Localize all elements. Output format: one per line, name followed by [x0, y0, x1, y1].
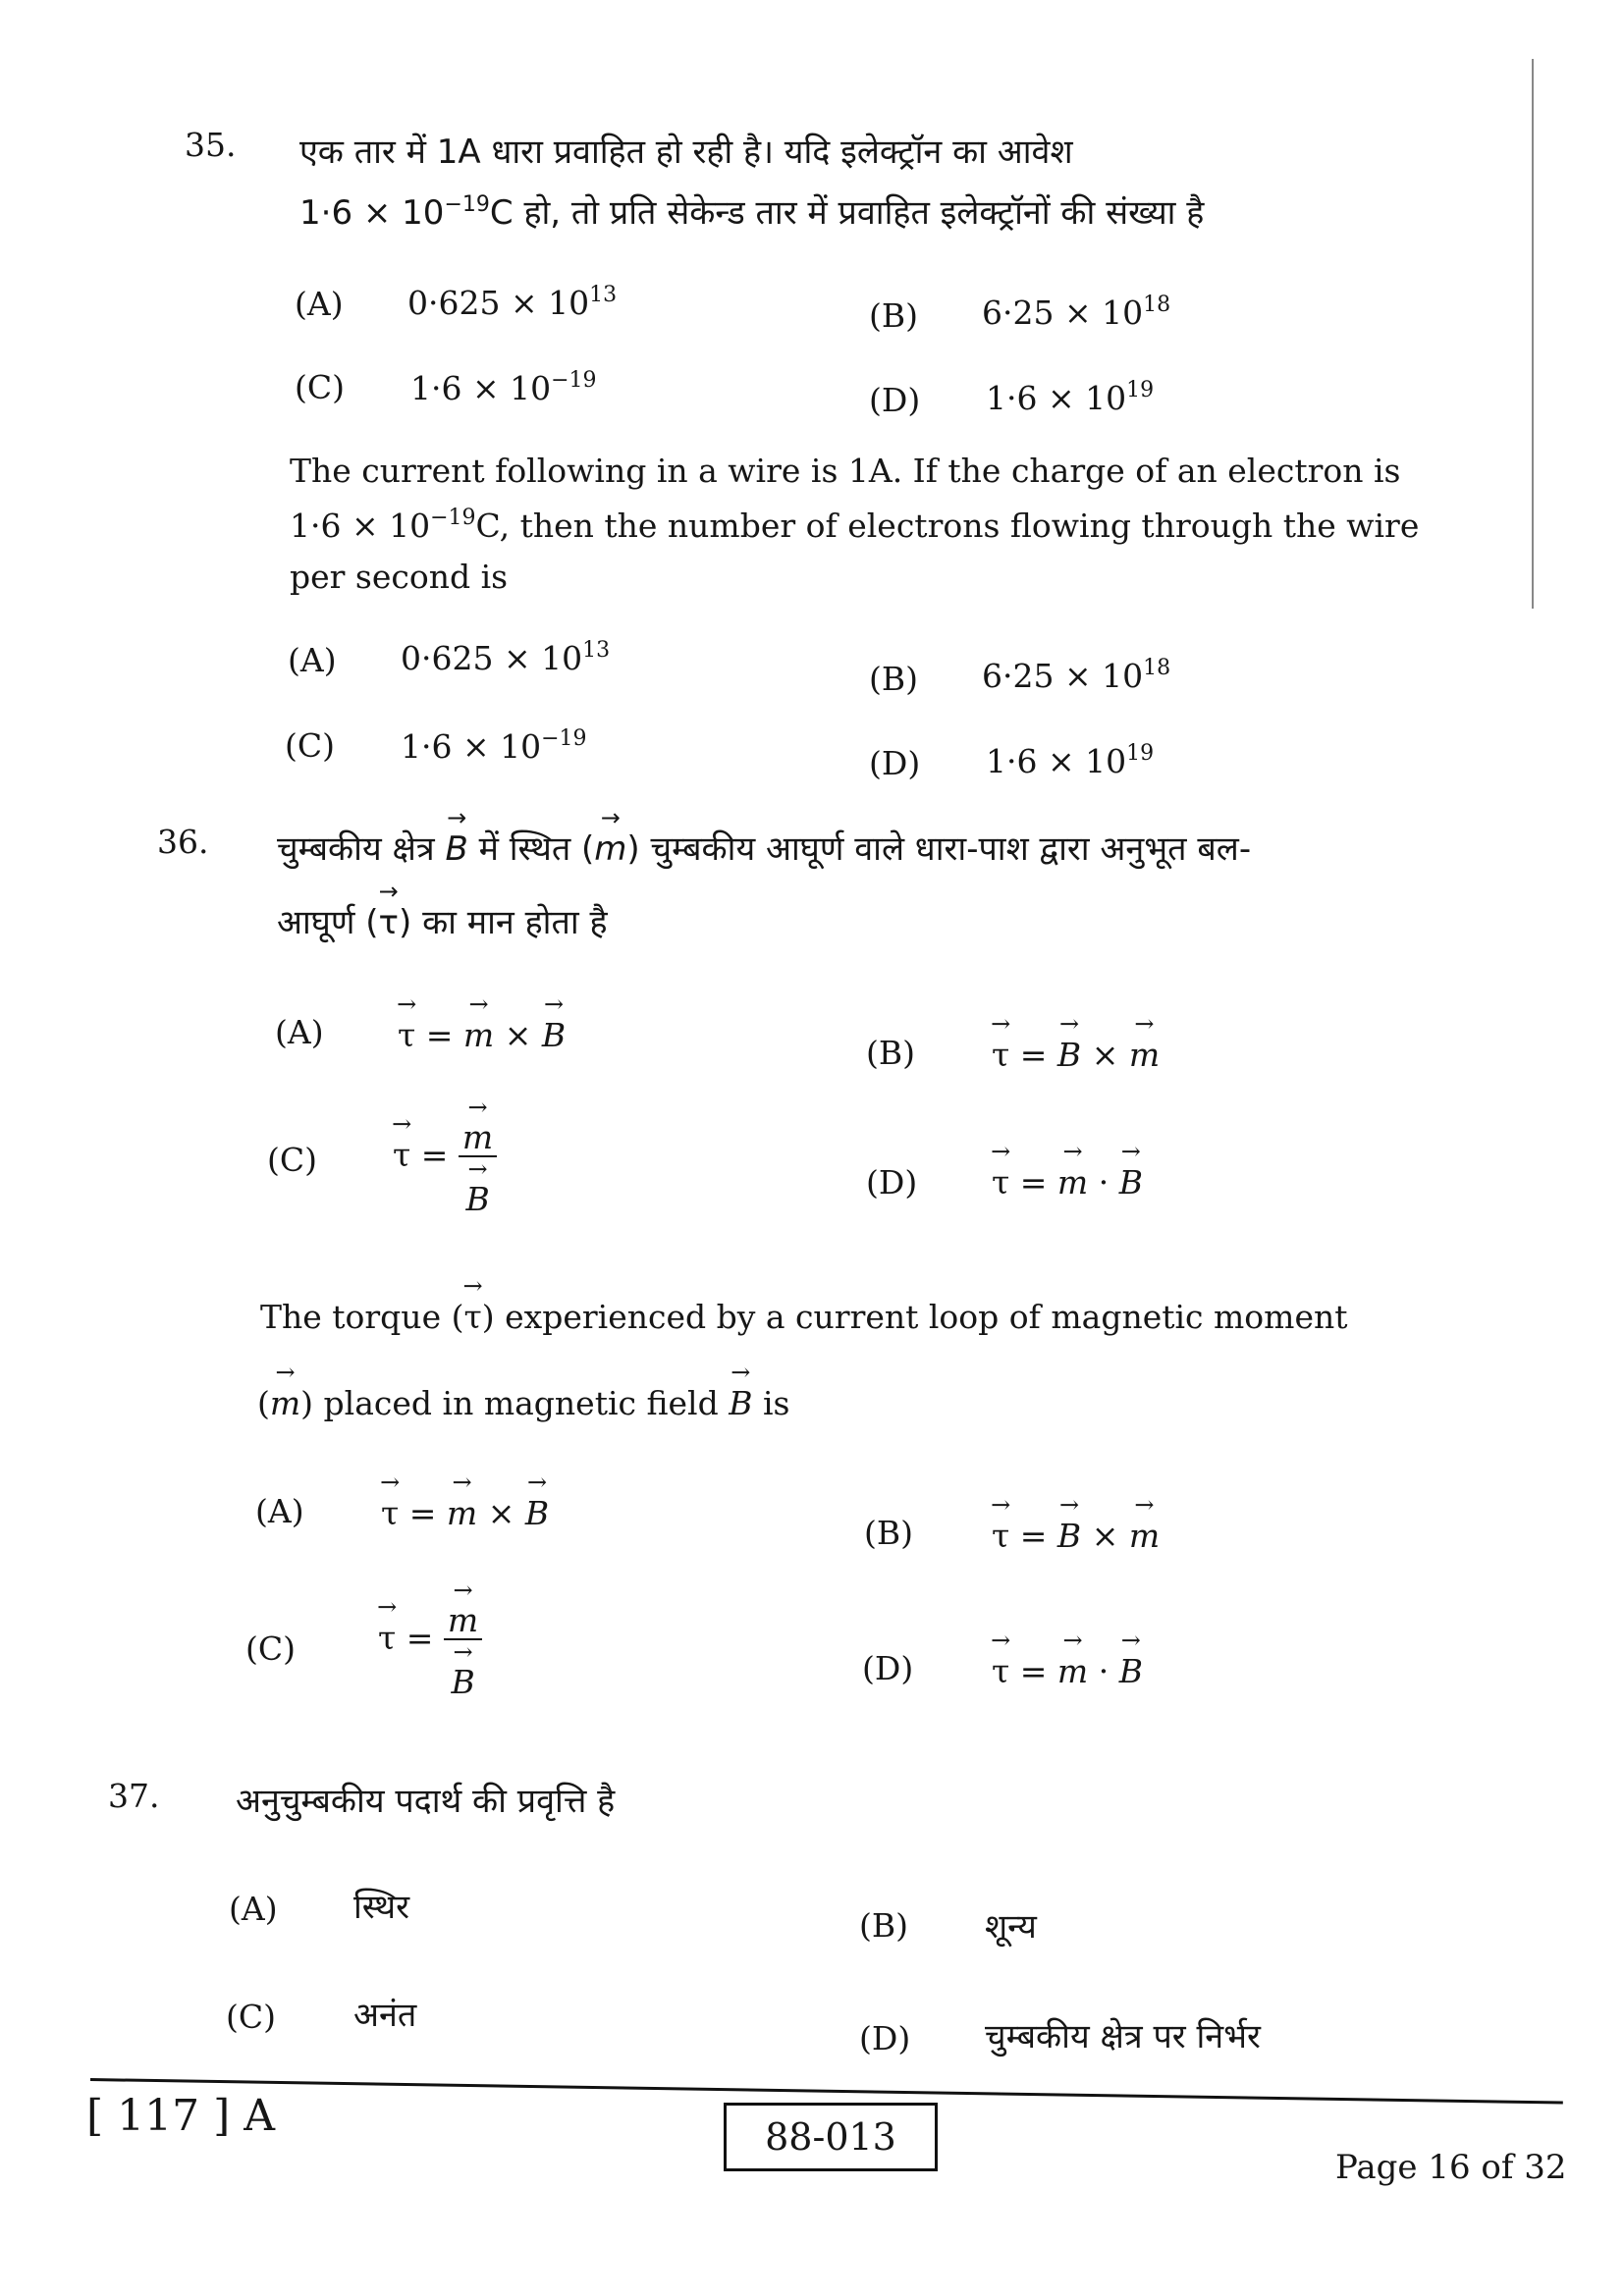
option-label: (C)	[267, 1141, 317, 1179]
question-35-hindi-line1: एक तार में 1A धारा प्रवाहित हो रही है। यदि इलेक्ट्रॉन का आवेश	[299, 133, 1073, 172]
footer-paper-code: [ 117 ] A	[86, 2091, 276, 2141]
option-label: (A)	[288, 641, 337, 679]
value-base: 0·625 × 10	[407, 284, 590, 322]
vector-m: → m	[447, 1494, 477, 1532]
paren: (	[581, 829, 595, 869]
option-label: (A)	[275, 1013, 324, 1051]
value-exp: 18	[1143, 656, 1171, 680]
option-value	[986, 741, 1154, 780]
option-value	[401, 726, 587, 766]
vector-m: → m	[463, 1016, 494, 1054]
cross: ×	[487, 1494, 515, 1532]
option-label: (D)	[869, 381, 921, 419]
formula-c	[393, 1099, 497, 1218]
dot: ·	[1098, 1163, 1110, 1201]
option-value	[410, 368, 597, 407]
cross: ×	[504, 1016, 532, 1054]
cross: ×	[1091, 1036, 1119, 1074]
vector-m: → m	[270, 1384, 300, 1422]
option-label: (D)	[866, 1163, 918, 1201]
question-35-english-line2	[290, 506, 1419, 545]
vector-b: → B	[1057, 1036, 1081, 1074]
option-value: चुम्बकीय क्षेत्र पर निर्भर	[985, 2017, 1261, 2056]
vector-m: → m	[1129, 1517, 1160, 1555]
equals: =	[1019, 1517, 1048, 1555]
paren: )	[626, 829, 640, 869]
question-36-hindi-line2	[277, 898, 608, 943]
option-value: शून्य	[985, 1907, 1037, 1947]
value-base: 1·6 × 10	[401, 727, 542, 766]
dot: ·	[1098, 1652, 1110, 1690]
equals: =	[425, 1016, 454, 1054]
vector-m: → m	[1057, 1652, 1088, 1690]
charge-exp: −19	[444, 192, 490, 217]
vector-tau: → τ	[992, 1036, 1009, 1074]
value-exp: 19	[1126, 741, 1155, 766]
option-label: (A)	[295, 285, 344, 323]
vector-tau: → τ	[381, 1494, 399, 1532]
cross: ×	[1091, 1517, 1119, 1555]
english-text: The torque (	[260, 1298, 464, 1336]
option-label: (B)	[866, 1034, 915, 1072]
hindi-text: का मान होता है	[422, 903, 608, 942]
option-label: (D)	[862, 1649, 914, 1687]
vector-tau: → τ	[992, 1163, 1009, 1201]
vector-b: → B	[542, 1016, 566, 1054]
question-36-english-line1	[260, 1298, 1532, 1336]
hindi-text: आघूर्ण (	[277, 903, 379, 942]
equals: =	[1019, 1036, 1048, 1074]
option-value	[401, 638, 610, 677]
value-base: 0·625 × 10	[401, 639, 583, 677]
question-35-english-line3: per second is	[290, 558, 509, 596]
hindi-text: में स्थित	[478, 829, 571, 869]
option-label: (C)	[285, 726, 335, 765]
option-label: (C)	[226, 1998, 276, 2036]
option-value	[982, 656, 1170, 695]
option-label: (B)	[869, 660, 918, 698]
value-exp: 18	[1143, 293, 1171, 317]
vector-b: → B	[465, 1183, 489, 1215]
vector-tau: → τ	[992, 1517, 1009, 1555]
equals: =	[1019, 1652, 1048, 1690]
option-label: (C)	[245, 1629, 296, 1668]
paren: )	[398, 903, 412, 942]
option-value: स्थिर	[353, 1888, 409, 1927]
option-label: (B)	[864, 1514, 913, 1552]
vector-m: → m	[462, 1121, 493, 1153]
equals: =	[408, 1494, 437, 1532]
fraction	[459, 1099, 497, 1218]
formula-b	[992, 1036, 1160, 1074]
question-36-hindi-line1	[277, 825, 1251, 870]
vector-b: → B	[451, 1666, 474, 1698]
english-text: C, then the number of electrons flowing through the wire	[475, 507, 1420, 545]
charge-exp: −19	[430, 506, 476, 530]
vector-m: → m	[1057, 1163, 1088, 1201]
vector-tau: → τ	[398, 1016, 415, 1054]
option-value	[407, 283, 617, 322]
vector-b: → B	[1119, 1652, 1143, 1690]
english-text: experienced by a current loop of magnetic moment	[505, 1298, 1348, 1336]
option-label: (C)	[295, 368, 345, 406]
formula-c	[378, 1582, 482, 1701]
option-value	[986, 378, 1154, 417]
formula-d	[992, 1163, 1143, 1201]
option-label: (A)	[229, 1890, 278, 1928]
vector-tau: → τ	[379, 903, 399, 942]
question-37-hindi: अनुचुम्बकीय पदार्थ की प्रवृत्ति है	[236, 1782, 616, 1821]
paren: )	[300, 1384, 314, 1422]
vector-b: → B	[445, 829, 467, 869]
footer-code-box: 88-013	[724, 2103, 938, 2171]
charge-base: 1·6 × 10	[290, 507, 431, 545]
paren: (	[257, 1384, 270, 1422]
option-label: (B)	[869, 296, 918, 335]
vector-tau: → τ	[992, 1652, 1009, 1690]
page-number: Page 16 of 32	[1335, 2148, 1567, 2187]
question-number: 35.	[185, 126, 237, 164]
fraction	[444, 1582, 482, 1701]
equals: =	[406, 1619, 434, 1657]
hindi-text: चुम्बकीय क्षेत्र	[277, 829, 435, 869]
value-exp: −19	[541, 726, 587, 751]
question-36-english-line2	[257, 1384, 789, 1422]
vector-m: → m	[594, 829, 626, 869]
vector-b: → B	[729, 1384, 752, 1422]
value-base: 6·25 × 10	[982, 294, 1144, 332]
value-exp: 19	[1126, 378, 1155, 402]
formula-a	[398, 1016, 566, 1054]
equals: =	[420, 1136, 449, 1174]
vector-tau: → τ	[378, 1619, 396, 1657]
value-exp: 13	[582, 638, 611, 663]
vector-tau: → τ	[463, 1298, 481, 1336]
equals: =	[1019, 1163, 1048, 1201]
vector-b: → B	[525, 1494, 549, 1532]
hindi-text: चुम्बकीय आघूर्ण वाले धारा-पाश द्वारा अनुभूत बल-	[650, 829, 1252, 869]
english-text: placed in magnetic field	[323, 1384, 719, 1422]
question-number: 36.	[157, 823, 209, 861]
english-text: is	[762, 1384, 790, 1422]
option-label: (D)	[859, 2019, 911, 2057]
paren: )	[481, 1298, 495, 1336]
vector-m: → m	[1129, 1036, 1160, 1074]
question-35-english-line1: The current following in a wire is 1A. If the charge of an electron is	[290, 452, 1401, 490]
option-label: (B)	[859, 1906, 908, 1945]
question-35-hindi-line2	[299, 188, 1204, 234]
formula-b	[992, 1517, 1160, 1555]
scan-margin-line	[1532, 59, 1534, 609]
value-base: 6·25 × 10	[982, 657, 1144, 695]
vector-b: → B	[1119, 1163, 1143, 1201]
option-value: अनंत	[353, 1996, 417, 2035]
option-value	[982, 293, 1170, 332]
value-base: 1·6 × 10	[986, 742, 1127, 780]
value-base: 1·6 × 10	[986, 379, 1127, 417]
formula-d	[992, 1652, 1143, 1690]
footer-divider	[90, 2078, 1563, 2105]
formula-a	[381, 1494, 549, 1532]
hindi-text: C हो, तो प्रति सेकेन्ड तार में प्रवाहित इलेक्ट्रॉनों की संख्या है	[489, 193, 1205, 233]
option-label: (D)	[869, 744, 921, 782]
vector-m: → m	[448, 1604, 478, 1636]
value-exp: −19	[551, 368, 597, 393]
vector-tau: → τ	[393, 1136, 410, 1174]
vector-b: → B	[1057, 1517, 1081, 1555]
option-label: (A)	[255, 1492, 304, 1530]
charge-base: 1·6 × 10	[299, 193, 445, 233]
value-exp: 13	[589, 283, 618, 307]
question-number: 37.	[108, 1777, 160, 1815]
value-base: 1·6 × 10	[410, 369, 552, 407]
